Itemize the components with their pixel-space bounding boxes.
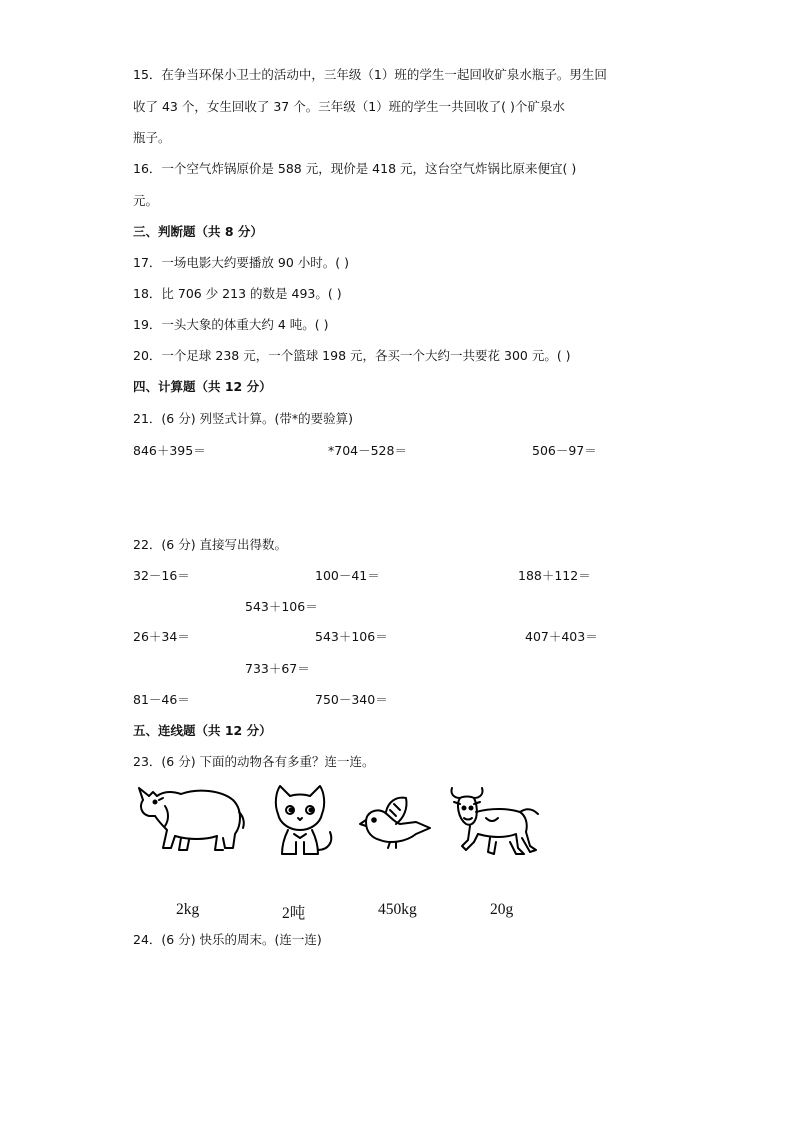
q15-line3: 瓶子。 — [133, 130, 171, 145]
section-5-heading: 五、连线题（共 12 分） — [133, 723, 272, 738]
q22-r3-1: 81－46＝ — [133, 692, 190, 707]
section-4-heading: 四、计算题（共 12 分） — [133, 379, 272, 394]
weight-option-3: 450kg — [378, 901, 417, 918]
section-3-heading: 三、判断题（共 8 分） — [133, 224, 263, 239]
q19: 19．一头大象的体重大约 4 吨。( ) — [133, 317, 329, 332]
q18: 18．比 706 少 213 的数是 493。( ) — [133, 286, 342, 301]
q15-line1: 15．在争当环保小卫士的活动中，三年级（1）班的学生一起回收矿泉水瓶子。男生回 — [133, 67, 607, 82]
cow-icon — [446, 784, 542, 860]
rhino-icon — [135, 782, 247, 858]
q23-title: 23．(6 分) 下面的动物各有多重？连一连。 — [133, 754, 375, 769]
q22-r1-3: 188＋112＝ — [518, 568, 591, 583]
q22-r1-2: 100－41＝ — [315, 568, 380, 583]
q22-r2b: 733＋67＝ — [245, 661, 310, 676]
q21-item-1: 846＋395＝ — [133, 443, 206, 458]
q16-line1: 16．一个空气炸锅原价是 588 元，现价是 418 元，这台空气炸锅比原来便宜( ) — [133, 161, 577, 176]
q22-r3-2: 750－340＝ — [315, 692, 388, 707]
q22-r2-1: 26＋34＝ — [133, 629, 190, 644]
q22-r2-3: 407＋403＝ — [525, 629, 598, 644]
weight-option-1: 2kg — [176, 901, 200, 918]
q22-title: 22．(6 分) 直接写出得数。 — [133, 537, 288, 552]
q15-line2: 收了 43 个，女生回收了 37 个。三年级（1）班的学生一共回收了( )个矿泉水 — [133, 99, 565, 114]
q22-r2-2: 543＋106＝ — [315, 629, 388, 644]
q21-item-2: *704－528＝ — [328, 443, 407, 458]
q21-item-3: 506－97＝ — [532, 443, 597, 458]
cat-icon — [270, 784, 336, 858]
q24-title: 24．(6 分) 快乐的周末。(连一连) — [133, 932, 322, 947]
q22-r1-1: 32－16＝ — [133, 568, 190, 583]
q20: 20．一个足球 238 元，一个篮球 198 元，各买一个大约一共要花 300 元。( ) — [133, 348, 571, 363]
weight-option-4: 20g — [490, 901, 514, 918]
q21-title: 21．(6 分) 列竖式计算。(带*的要验算) — [133, 411, 354, 426]
weight-option-2: 2吨 — [282, 905, 306, 922]
q16-line2: 元。 — [133, 193, 159, 208]
q17: 17．一场电影大约要播放 90 小时。( ) — [133, 255, 349, 270]
q22-r1b: 543＋106＝ — [245, 599, 318, 614]
bird-icon — [360, 794, 434, 850]
